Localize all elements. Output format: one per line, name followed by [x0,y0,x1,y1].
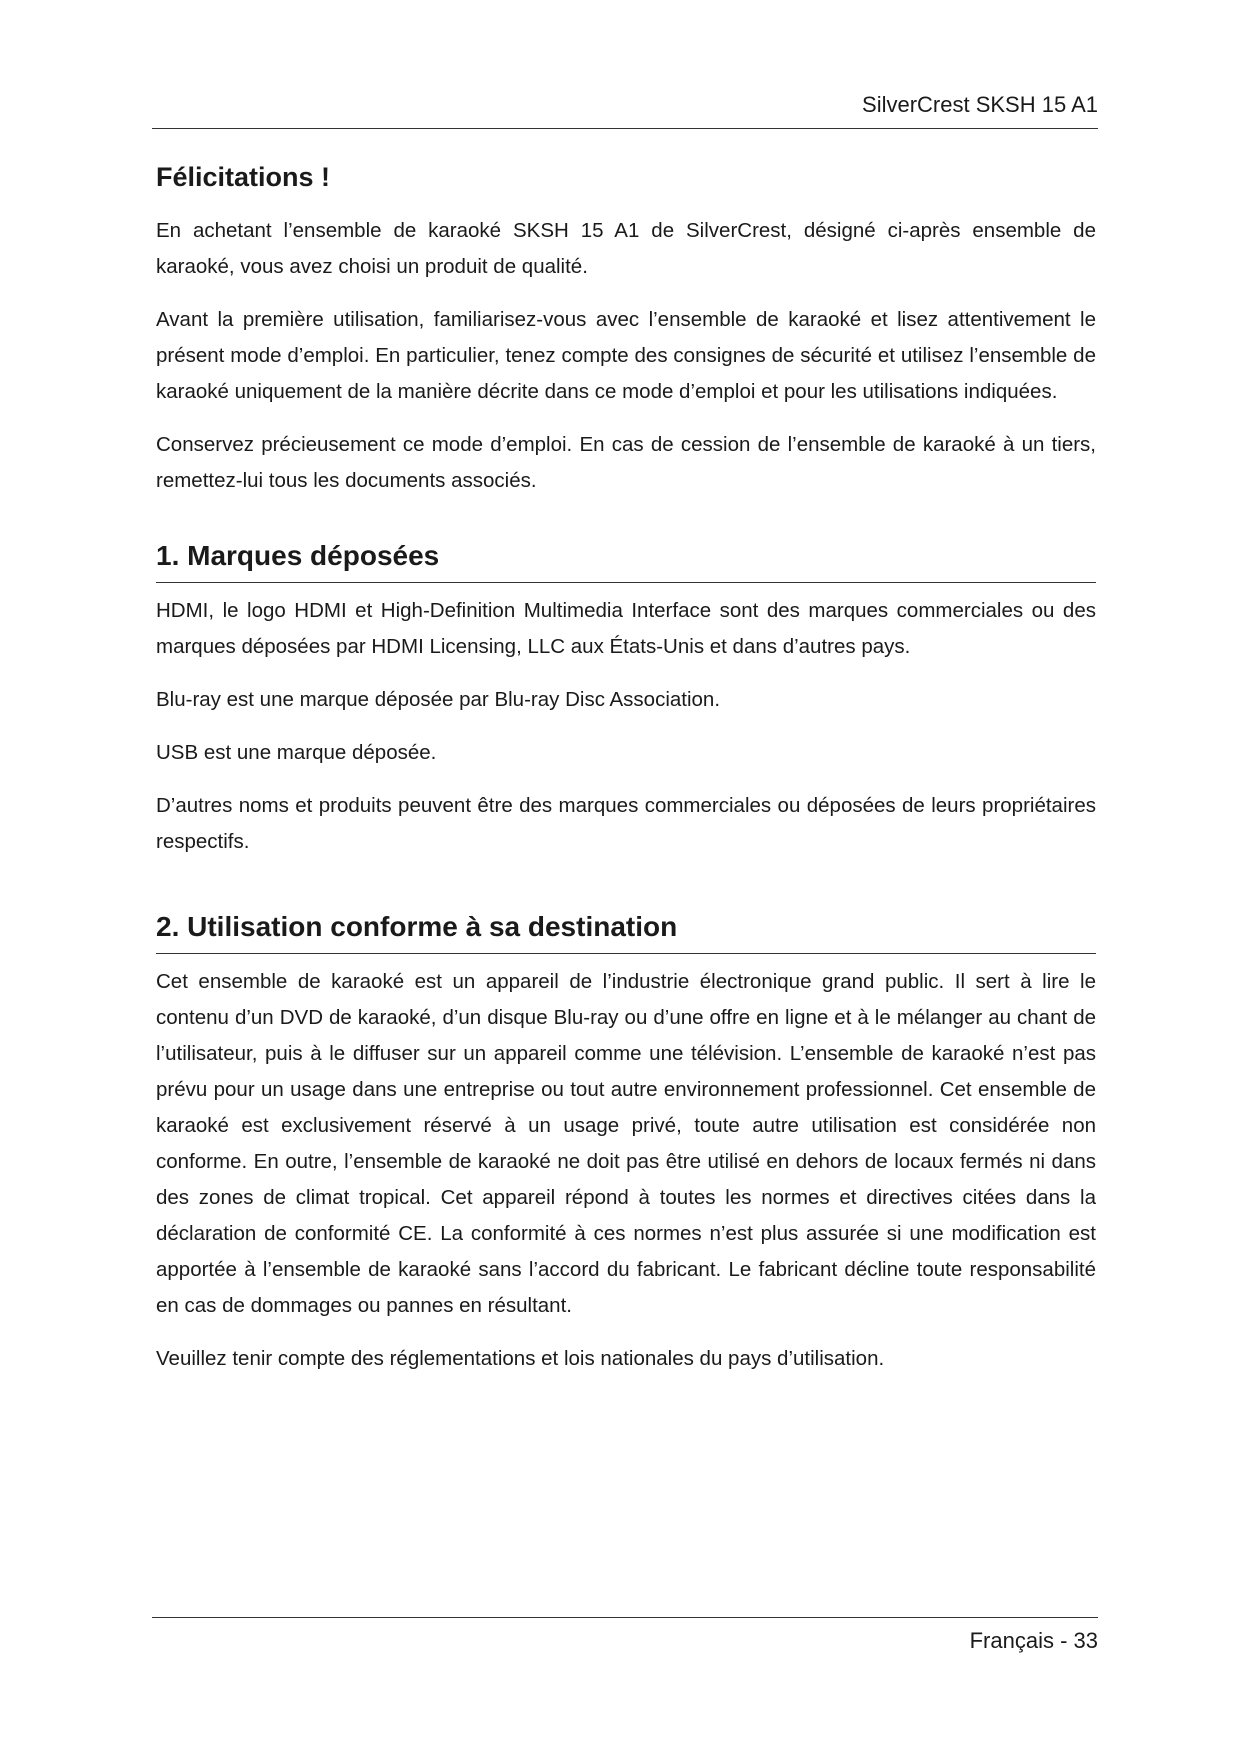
header-divider [152,128,1098,129]
section-1-paragraph-4: D’autres noms et produits peuvent être des marques commerciales ou déposées de leurs propriétaires respectifs. [156,794,1096,853]
section-1-paragraph-3: USB est une marque déposée. [156,741,437,764]
congratulations-heading: Félicitations ! [156,162,331,192]
section-1-heading: 1. Marques déposées [156,540,1096,583]
intro-paragraph-3: Conservez précieusement ce mode d’emploi. En cas de cession de l’ensemble de karaoké à un tiers, remettez-lui tous les documents associés. [156,433,1096,492]
page-content [156,154,1096,1394]
section-1-paragraph-2: Blu-ray est une marque déposée par Blu-ray Disc Association. [156,688,721,711]
section-2-paragraph-2: Veuillez tenir compte des réglementations et lois nationales du pays d’utilisation. [156,1347,885,1370]
section-spacer [156,877,1096,911]
section-2-paragraph-1: Cet ensemble de karaoké est un appareil de l’industrie électronique grand public. Il sert à lire le contenu d’un DVD de karaoké, d’un disque Blu-ray ou d’une offre en ligne et à le mélanger au chant de l’utilisateur, puis à le diffuser sur un appareil comme une télévision. L’ensemble de karaoké n’est pas prévu pour un usage dans une entreprise ou tout autre environnement professionnel. Cet ensemble de karaoké est exclusivement réservé à un usage privé, toute autre utilisation est considérée non conforme. En outre, l’ensemble de karaoké ne doit pas être utilisé en dehors de locaux fermés ni dans des zones de climat tropical. Cet appareil répond à toutes les normes et directives citées dans la déclaration de conformité CE. La conformité à ces normes n’est plus assurée si une modification est apportée à l’ensemble de karaoké sans l’accord du fabricant. Le fabricant décline toute responsabilité en cas de dommages ou pannes en résultant. [156,970,1096,1317]
intro-paragraph-2: Avant la première utilisation, familiarisez-vous avec l’ensemble de karaoké et lisez attentivement le présent mode d’emploi. En particulier, tenez compte des consignes de sécurité et utilisez l’ensemble de karaoké uniquement de la manière décrite dans ce mode d’emploi et pour les utilisations indiquées. [156,308,1096,403]
section-2-heading: 2. Utilisation conforme à sa destination [156,911,1096,954]
page-header: SilverCrest SKSH 15 A1 [862,92,1098,117]
section-spacer [156,516,1096,540]
footer-divider [152,1617,1098,1618]
intro-paragraph-1: En achetant l’ensemble de karaoké SKSH 15 A1 de SilverCrest, désigné ci-après ensemble de karaoké, vous avez choisi un produit de qualité. [156,219,1096,278]
section-1-paragraph-1: HDMI, le logo HDMI et High-Definition Multimedia Interface sont des marques commerciales ou des marques déposées par HDMI Licensing, LLC aux États-Unis et dans d’autres pays. [156,599,1096,658]
page-footer: Français - 33 [969,1628,1098,1653]
